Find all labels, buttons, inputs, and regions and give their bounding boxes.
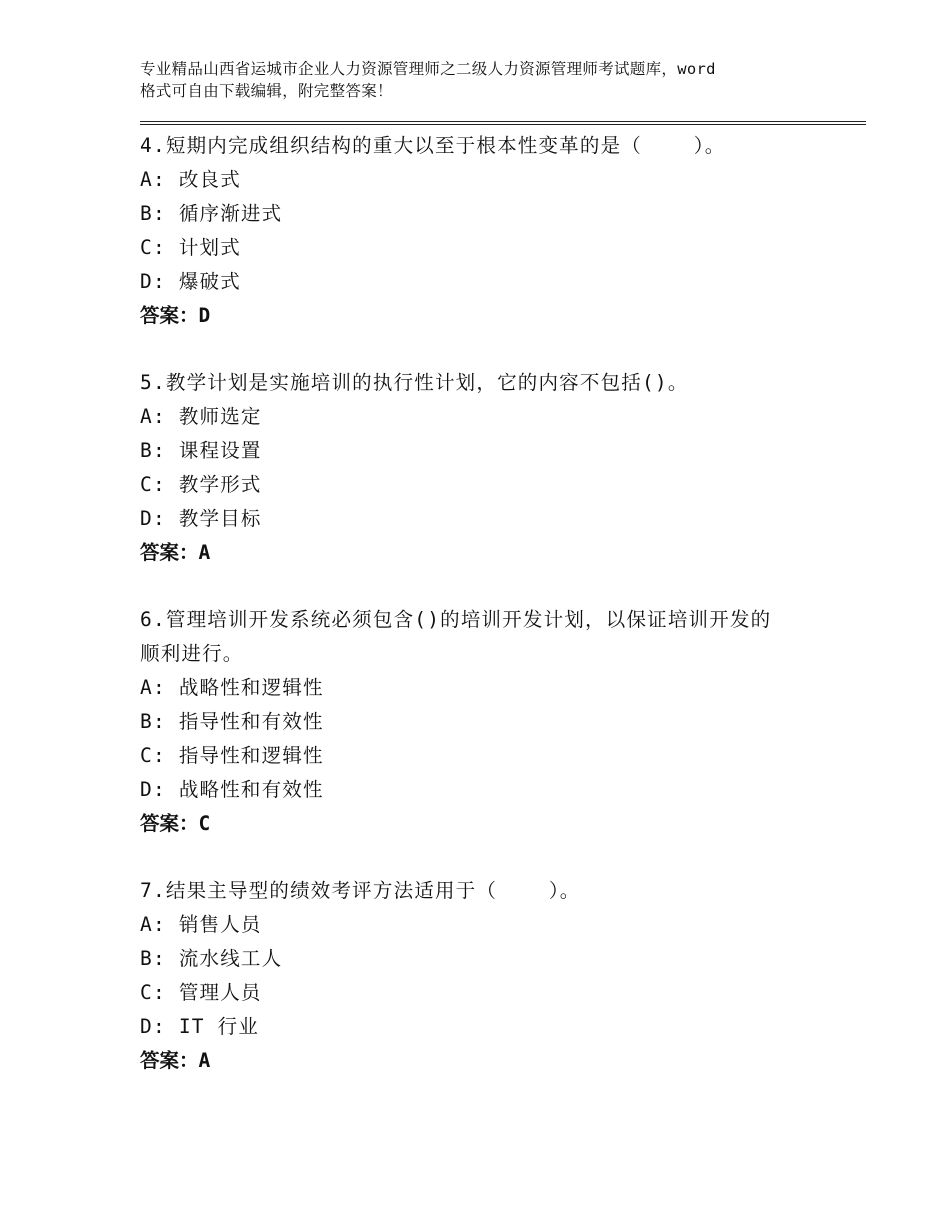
option-a: A: 战略性和逻辑性 bbox=[140, 676, 324, 699]
option-c: C: 管理人员 bbox=[140, 981, 262, 1004]
answer: 答案：D bbox=[140, 304, 211, 327]
header-line-2: 格式可自由下载编辑，附完整答案！ bbox=[140, 82, 393, 100]
question-5 bbox=[140, 366, 820, 570]
question-stem-line-2: 顺利进行。 bbox=[140, 642, 244, 665]
header-line-1: 专业精品山西省运城市企业人力资源管理师之二级人力资源管理师考试题库，word bbox=[140, 60, 716, 78]
option-d: D: IT 行业 bbox=[140, 1015, 260, 1038]
answer: 答案：C bbox=[140, 812, 211, 835]
option-c: C: 计划式 bbox=[140, 236, 241, 259]
option-b: B: 流水线工人 bbox=[140, 947, 283, 970]
option-d: D: 教学目标 bbox=[140, 507, 262, 530]
header-divider-bottom bbox=[140, 124, 866, 125]
option-b: B: 指导性和有效性 bbox=[140, 710, 324, 733]
option-c: C: 教学形式 bbox=[140, 473, 262, 496]
option-a: A: 改良式 bbox=[140, 168, 241, 191]
option-c: C: 指导性和逻辑性 bbox=[140, 744, 324, 767]
document-header bbox=[140, 58, 820, 102]
option-a: A: 教师选定 bbox=[140, 405, 262, 428]
answer: 答案：A bbox=[140, 541, 211, 564]
option-d: D: 爆破式 bbox=[140, 270, 241, 293]
question-6 bbox=[140, 603, 820, 841]
question-stem: 5.教学计划是实施培训的执行性计划，它的内容不包括()。 bbox=[140, 371, 689, 394]
option-a: A: 销售人员 bbox=[140, 913, 262, 936]
answer: 答案：A bbox=[140, 1049, 211, 1072]
question-stem: 4.短期内完成组织结构的重大以至于根本性变革的是（ ）。 bbox=[140, 134, 726, 157]
question-list bbox=[140, 129, 820, 1111]
question-4 bbox=[140, 129, 820, 333]
option-b: B: 课程设置 bbox=[140, 439, 262, 462]
option-d: D: 战略性和有效性 bbox=[140, 778, 324, 801]
question-stem-line-1: 6.管理培训开发系统必须包含()的培训开发计划，以保证培训开发的 bbox=[140, 608, 772, 631]
question-7 bbox=[140, 874, 820, 1078]
question-stem: 7.结果主导型的绩效考评方法适用于（ ）。 bbox=[140, 879, 581, 902]
option-b: B: 循序渐进式 bbox=[140, 202, 283, 225]
header-divider-top bbox=[140, 121, 866, 122]
